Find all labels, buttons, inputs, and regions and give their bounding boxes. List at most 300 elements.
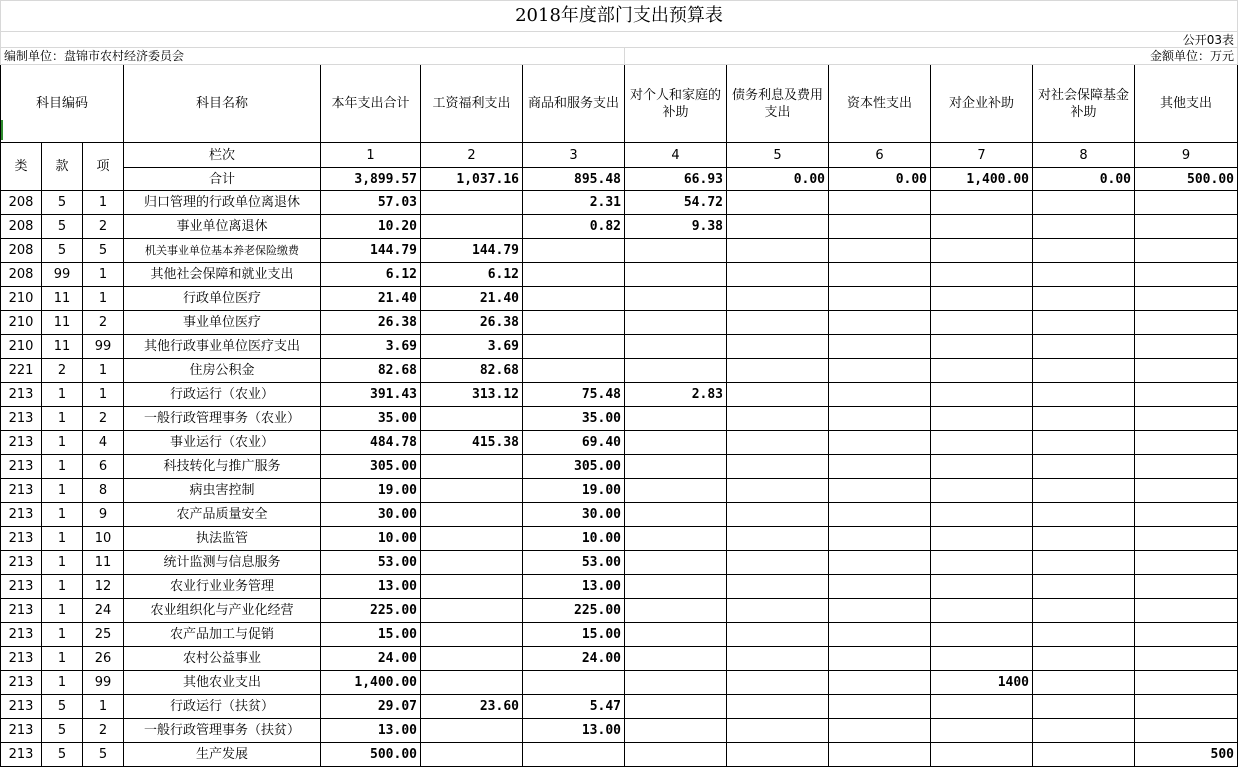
amount-cell	[931, 311, 1033, 335]
amount-cell	[829, 191, 931, 215]
total-label: 合计	[124, 168, 321, 191]
header-col-6: 资本性支出	[829, 65, 931, 143]
table-row	[1, 215, 1238, 239]
amount-cell	[931, 455, 1033, 479]
table-row	[1, 287, 1238, 311]
amount-cell: 3.69	[321, 335, 421, 359]
total-value: 1,400.00	[931, 168, 1033, 191]
item-name: 其他农业支出	[124, 671, 321, 695]
amount-cell	[421, 191, 523, 215]
amount-cell	[625, 695, 727, 719]
table-row	[1, 551, 1238, 575]
amount-cell	[421, 479, 523, 503]
amount-cell	[727, 311, 829, 335]
amount-cell: 69.40	[523, 431, 625, 455]
amount-cell	[829, 719, 931, 743]
amount-cell	[1033, 215, 1135, 239]
amount-cell	[625, 527, 727, 551]
amount-cell	[1033, 191, 1135, 215]
amount-cell: 75.48	[523, 383, 625, 407]
amount-cell	[829, 671, 931, 695]
amount-cell	[931, 191, 1033, 215]
item-name: 归口管理的行政单位离退休	[124, 191, 321, 215]
amount-cell: 2.83	[625, 383, 727, 407]
header-row	[1, 65, 1238, 143]
amount-cell: 82.68	[321, 359, 421, 383]
unit-row	[1, 48, 1238, 65]
amount-cell	[1033, 359, 1135, 383]
code-kuan: 1	[42, 671, 83, 695]
amount-cell: 6.12	[421, 263, 523, 287]
amount-cell: 10.00	[523, 527, 625, 551]
amount-cell: 225.00	[523, 599, 625, 623]
header-col-5: 债务利息及费用支出	[727, 65, 829, 143]
code-xiang: 12	[83, 575, 124, 599]
amount-cell	[1033, 695, 1135, 719]
code-lei: 213	[1, 719, 42, 743]
amount-cell	[829, 335, 931, 359]
code-lei: 213	[1, 455, 42, 479]
code-lei: 213	[1, 527, 42, 551]
amount-cell	[829, 455, 931, 479]
amount-cell: 391.43	[321, 383, 421, 407]
amount-cell: 305.00	[523, 455, 625, 479]
amount-cell	[727, 575, 829, 599]
amount-cell	[625, 551, 727, 575]
amount-cell	[931, 551, 1033, 575]
amount-cell	[931, 575, 1033, 599]
total-value: 1,037.16	[421, 168, 523, 191]
amount-cell	[523, 239, 625, 263]
amount-cell: 23.60	[421, 695, 523, 719]
amount-cell	[421, 503, 523, 527]
code-xiang: 6	[83, 455, 124, 479]
code-lei: 213	[1, 383, 42, 407]
table-row	[1, 407, 1238, 431]
amount-cell	[931, 479, 1033, 503]
amount-cell	[1135, 287, 1238, 311]
amount-cell	[421, 551, 523, 575]
table-row	[1, 239, 1238, 263]
code-xiang: 5	[83, 743, 124, 767]
amount-cell: 53.00	[321, 551, 421, 575]
amount-cell	[1135, 239, 1238, 263]
total-row	[1, 168, 1238, 191]
item-name: 事业运行（农业）	[124, 431, 321, 455]
amount-cell	[1033, 575, 1135, 599]
code-kuan: 2	[42, 359, 83, 383]
table-row	[1, 743, 1238, 767]
amount-cell: 24.00	[523, 647, 625, 671]
table-row	[1, 431, 1238, 455]
code-lei: 213	[1, 623, 42, 647]
amount-cell	[931, 527, 1033, 551]
table-row	[1, 311, 1238, 335]
item-name: 行政运行（扶贫）	[124, 695, 321, 719]
amount-cell	[1135, 263, 1238, 287]
table-title: 2018年度部门支出预算表	[1, 1, 1238, 32]
code-kuan: 1	[42, 527, 83, 551]
code-lei: 208	[1, 191, 42, 215]
amount-cell	[1033, 431, 1135, 455]
amount-cell	[1135, 503, 1238, 527]
amount-cell	[727, 743, 829, 767]
amount-cell	[1135, 719, 1238, 743]
lanci-row	[1, 143, 1238, 168]
amount-cell	[1135, 455, 1238, 479]
code-lei: 213	[1, 671, 42, 695]
amount-cell	[931, 407, 1033, 431]
total-value: 66.93	[625, 168, 727, 191]
amount-cell	[727, 599, 829, 623]
amount-cell	[931, 623, 1033, 647]
amount-cell	[625, 743, 727, 767]
amount-cell: 144.79	[321, 239, 421, 263]
amount-cell	[1135, 311, 1238, 335]
item-name: 一般行政管理事务（农业）	[124, 407, 321, 431]
amount-cell	[1135, 359, 1238, 383]
amount-cell: 26.38	[421, 311, 523, 335]
amount-cell	[1033, 455, 1135, 479]
amount-cell	[1135, 431, 1238, 455]
lanci-num: 8	[1033, 143, 1135, 168]
amount-cell	[625, 647, 727, 671]
header-name: 科目名称	[124, 65, 321, 143]
code-xiang: 9	[83, 503, 124, 527]
code-kuan: 1	[42, 599, 83, 623]
amount-cell: 9.38	[625, 215, 727, 239]
item-name: 一般行政管理事务（扶贫）	[124, 719, 321, 743]
amount-cell	[523, 311, 625, 335]
code-xiang: 26	[83, 647, 124, 671]
amount-cell	[829, 623, 931, 647]
lanci-num: 6	[829, 143, 931, 168]
code-kuan: 99	[42, 263, 83, 287]
amount-cell: 1400	[931, 671, 1033, 695]
amount-cell	[829, 743, 931, 767]
code-lei: 213	[1, 599, 42, 623]
amount-cell	[931, 503, 1033, 527]
code-kuan: 1	[42, 455, 83, 479]
amount-cell: 24.00	[321, 647, 421, 671]
code-lei: 213	[1, 551, 42, 575]
item-name: 其他行政事业单位医疗支出	[124, 335, 321, 359]
amount-cell	[1033, 239, 1135, 263]
amount-cell	[1135, 335, 1238, 359]
amount-cell	[1033, 647, 1135, 671]
code-kuan: 11	[42, 311, 83, 335]
code-kuan: 1	[42, 623, 83, 647]
total-value: 0.00	[727, 168, 829, 191]
code-xiang: 11	[83, 551, 124, 575]
code-xiang: 99	[83, 671, 124, 695]
table-row	[1, 479, 1238, 503]
code-kuan: 1	[42, 479, 83, 503]
amount-cell	[829, 287, 931, 311]
amount-cell	[523, 287, 625, 311]
code-xiang: 99	[83, 335, 124, 359]
total-value: 500.00	[1135, 168, 1238, 191]
table-row	[1, 647, 1238, 671]
amount-cell	[931, 359, 1033, 383]
table-row	[1, 671, 1238, 695]
amount-cell	[727, 431, 829, 455]
amount-cell	[1135, 551, 1238, 575]
amount-cell	[931, 719, 1033, 743]
amount-cell: 5.47	[523, 695, 625, 719]
code-xiang: 10	[83, 527, 124, 551]
amount-cell: 54.72	[625, 191, 727, 215]
amount-cell	[421, 455, 523, 479]
code-lei: 208	[1, 239, 42, 263]
amount-cell: 13.00	[321, 575, 421, 599]
code-xiang: 1	[83, 359, 124, 383]
amount-cell: 19.00	[321, 479, 421, 503]
amount-cell	[625, 431, 727, 455]
amount-cell	[931, 287, 1033, 311]
amount-cell	[625, 671, 727, 695]
item-name: 病虫害控制	[124, 479, 321, 503]
amount-cell	[523, 335, 625, 359]
item-name: 统计监测与信息服务	[124, 551, 321, 575]
amount-cell	[625, 287, 727, 311]
item-name: 科技转化与推广服务	[124, 455, 321, 479]
amount-cell: 0.82	[523, 215, 625, 239]
amount-cell	[625, 311, 727, 335]
code-lei: 210	[1, 311, 42, 335]
amount-cell	[727, 647, 829, 671]
table-row	[1, 503, 1238, 527]
amount-cell: 415.38	[421, 431, 523, 455]
table-row	[1, 263, 1238, 287]
code-kuan: 1	[42, 647, 83, 671]
code-lei: 210	[1, 335, 42, 359]
amount-cell	[829, 599, 931, 623]
amount-cell	[727, 359, 829, 383]
code-lei: 221	[1, 359, 42, 383]
amount-cell	[421, 407, 523, 431]
code-xiang: 5	[83, 239, 124, 263]
amount-cell: 82.68	[421, 359, 523, 383]
amount-cell: 225.00	[321, 599, 421, 623]
amount-unit: 金额单位：万元	[625, 48, 1238, 65]
code-lei: 208	[1, 263, 42, 287]
lanci-label: 栏次	[124, 143, 321, 168]
amount-cell	[727, 551, 829, 575]
code-lei: 213	[1, 695, 42, 719]
amount-cell: 10.00	[321, 527, 421, 551]
amount-cell	[727, 407, 829, 431]
code-xiang: 1	[83, 191, 124, 215]
amount-cell: 19.00	[523, 479, 625, 503]
amount-cell	[931, 695, 1033, 719]
amount-cell	[727, 383, 829, 407]
amount-cell	[421, 215, 523, 239]
amount-cell	[523, 743, 625, 767]
compiling-unit: 编制单位：盘锦市农村经济委员会	[1, 48, 625, 65]
amount-cell	[829, 575, 931, 599]
amount-cell	[727, 671, 829, 695]
code-lei: 208	[1, 215, 42, 239]
amount-cell	[727, 335, 829, 359]
code-xiang: 25	[83, 623, 124, 647]
code-kuan: 1	[42, 383, 83, 407]
amount-cell	[625, 263, 727, 287]
amount-cell	[829, 263, 931, 287]
form-number: 公开03表	[1, 32, 1238, 48]
header-col-1: 本年支出合计	[321, 65, 421, 143]
amount-cell	[727, 263, 829, 287]
amount-cell	[523, 359, 625, 383]
amount-cell	[421, 743, 523, 767]
item-name: 行政运行（农业）	[124, 383, 321, 407]
amount-cell	[931, 239, 1033, 263]
amount-cell	[829, 383, 931, 407]
code-xiang: 24	[83, 599, 124, 623]
amount-cell: 15.00	[523, 623, 625, 647]
amount-cell: 6.12	[321, 263, 421, 287]
amount-cell	[727, 191, 829, 215]
amount-cell	[829, 407, 931, 431]
amount-cell: 21.40	[421, 287, 523, 311]
amount-cell: 35.00	[523, 407, 625, 431]
amount-cell	[421, 599, 523, 623]
amount-cell	[523, 671, 625, 695]
header-xiang: 项	[83, 143, 124, 191]
code-kuan: 1	[42, 551, 83, 575]
amount-cell: 313.12	[421, 383, 523, 407]
amount-cell	[625, 335, 727, 359]
amount-cell: 15.00	[321, 623, 421, 647]
amount-cell	[727, 695, 829, 719]
amount-cell	[421, 527, 523, 551]
amount-cell: 29.07	[321, 695, 421, 719]
item-name: 事业单位离退休	[124, 215, 321, 239]
amount-cell	[931, 215, 1033, 239]
code-lei: 213	[1, 743, 42, 767]
lanci-num: 2	[421, 143, 523, 168]
header-col-9: 其他支出	[1135, 65, 1238, 143]
code-kuan: 5	[42, 719, 83, 743]
amount-cell: 26.38	[321, 311, 421, 335]
table-row	[1, 719, 1238, 743]
amount-cell	[829, 503, 931, 527]
amount-cell	[1033, 479, 1135, 503]
code-kuan: 1	[42, 575, 83, 599]
header-col-8: 对社会保障基金补助	[1033, 65, 1135, 143]
amount-cell: 53.00	[523, 551, 625, 575]
code-kuan: 5	[42, 743, 83, 767]
amount-cell	[931, 383, 1033, 407]
code-xiang: 1	[83, 287, 124, 311]
amount-cell	[625, 575, 727, 599]
amount-cell: 13.00	[321, 719, 421, 743]
header-col-7: 对企业补助	[931, 65, 1033, 143]
amount-cell	[931, 647, 1033, 671]
amount-cell: 500	[1135, 743, 1238, 767]
table-row	[1, 455, 1238, 479]
amount-cell	[1033, 311, 1135, 335]
amount-cell	[1135, 647, 1238, 671]
item-name: 机关事业单位基本养老保险缴费	[124, 239, 321, 263]
form-number-row	[1, 32, 1238, 48]
item-name: 行政单位医疗	[124, 287, 321, 311]
amount-cell	[1033, 383, 1135, 407]
amount-cell	[829, 527, 931, 551]
amount-cell	[1135, 191, 1238, 215]
amount-cell	[1033, 503, 1135, 527]
amount-cell: 30.00	[523, 503, 625, 527]
amount-cell: 35.00	[321, 407, 421, 431]
amount-cell	[625, 407, 727, 431]
amount-cell	[931, 743, 1033, 767]
item-name: 农业行业业务管理	[124, 575, 321, 599]
code-kuan: 5	[42, 215, 83, 239]
amount-cell	[1135, 599, 1238, 623]
amount-cell: 144.79	[421, 239, 523, 263]
amount-cell	[625, 719, 727, 743]
amount-cell	[1033, 263, 1135, 287]
amount-cell	[1033, 527, 1135, 551]
total-value: 0.00	[829, 168, 931, 191]
table-row	[1, 575, 1238, 599]
total-value: 0.00	[1033, 168, 1135, 191]
amount-cell	[727, 479, 829, 503]
amount-cell	[625, 359, 727, 383]
amount-cell	[1135, 383, 1238, 407]
header-col-3: 商品和服务支出	[523, 65, 625, 143]
amount-cell	[421, 623, 523, 647]
table-row	[1, 527, 1238, 551]
amount-cell	[727, 287, 829, 311]
amount-cell: 305.00	[321, 455, 421, 479]
code-kuan: 11	[42, 287, 83, 311]
code-kuan: 1	[42, 431, 83, 455]
amount-cell	[829, 695, 931, 719]
amount-cell	[727, 719, 829, 743]
code-lei: 210	[1, 287, 42, 311]
code-xiang: 4	[83, 431, 124, 455]
header-code: 科目编码	[1, 65, 124, 143]
table-row	[1, 599, 1238, 623]
code-xiang: 1	[83, 383, 124, 407]
amount-cell	[829, 311, 931, 335]
amount-cell: 484.78	[321, 431, 421, 455]
header-kuan: 款	[42, 143, 83, 191]
amount-cell	[1135, 215, 1238, 239]
code-lei: 213	[1, 575, 42, 599]
item-name: 执法监管	[124, 527, 321, 551]
amount-cell	[931, 599, 1033, 623]
code-kuan: 1	[42, 407, 83, 431]
header-lei: 类	[1, 143, 42, 191]
amount-cell: 30.00	[321, 503, 421, 527]
code-xiang: 2	[83, 311, 124, 335]
code-xiang: 2	[83, 407, 124, 431]
item-name: 事业单位医疗	[124, 311, 321, 335]
amount-cell	[1033, 719, 1135, 743]
table-row	[1, 695, 1238, 719]
code-lei: 213	[1, 431, 42, 455]
amount-cell	[1135, 575, 1238, 599]
code-kuan: 1	[42, 503, 83, 527]
amount-cell	[829, 431, 931, 455]
amount-cell	[1033, 599, 1135, 623]
amount-cell	[421, 575, 523, 599]
amount-cell	[421, 647, 523, 671]
code-lei: 213	[1, 503, 42, 527]
amount-cell	[1033, 407, 1135, 431]
